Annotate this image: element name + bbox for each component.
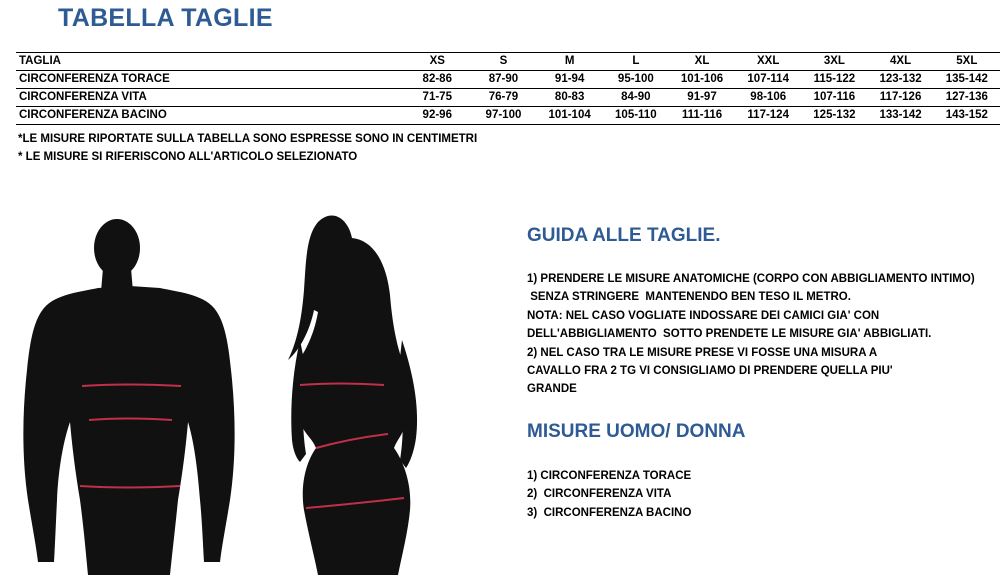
- table-cell: 105-110: [615, 109, 657, 121]
- guide-line: NOTA: NEL CASO VOGLIATE INDOSSARE DEI CAMICI GIA' CON: [527, 309, 880, 322]
- measure-item: 1) CIRCONFERENZA TORACE: [527, 470, 692, 482]
- size-header: S: [499, 55, 508, 67]
- female-silhouette: [288, 215, 417, 575]
- guide-line: CAVALLO FRA 2 TG VI CONSIGLIAMO DI PRENDERE QUELLA PIU': [527, 365, 893, 378]
- table-cell: 76-79: [488, 91, 519, 103]
- note-line: * LE MISURE SI RIFERISCONO ALL'ARTICOLO SELEZIONATO: [18, 151, 358, 163]
- guide-line: DELL'ABBIGLIAMENTO SOTTO PRENDETE LE MISURE GIA' ABBIGLIATI.: [527, 328, 932, 341]
- table-cell: 87-90: [488, 73, 519, 85]
- table-cell: 117-124: [747, 109, 789, 121]
- page-title: TABELLA TAGLIE: [58, 4, 273, 32]
- table-cell: 117-126: [879, 91, 922, 103]
- table-cell: 98-106: [750, 91, 787, 103]
- size-header: XL: [694, 55, 710, 67]
- male-silhouette: [23, 219, 234, 575]
- guide-line: 2) NEL CASO TRA LE MISURE PRESE VI FOSSE UNA MISURA A: [527, 346, 878, 359]
- table-cell: 143-152: [945, 109, 988, 121]
- table-cell: 107-116: [813, 91, 856, 103]
- measures-list: [527, 467, 691, 522]
- table-cell: 107-114: [747, 73, 789, 85]
- table-cell: 135-142: [945, 73, 988, 85]
- guide-line: GRANDE: [527, 383, 577, 396]
- table-cell: 123-132: [879, 73, 922, 85]
- size-table: [16, 52, 1000, 125]
- table-cell: 101-104: [548, 109, 591, 121]
- table-cell: 97-100: [485, 109, 522, 121]
- header-label: TAGLIA: [19, 55, 61, 67]
- size-header: XS: [429, 55, 445, 67]
- size-header: XXL: [757, 55, 780, 67]
- row-label: CIRCONFERENZA BACINO: [19, 109, 167, 121]
- table-cell: 125-132: [813, 109, 856, 121]
- table-header-row: [16, 53, 1000, 71]
- measure-item: 2) CIRCONFERENZA VITA: [527, 488, 672, 501]
- table-row: [16, 71, 1000, 89]
- table-row: [16, 89, 1000, 107]
- table-row: [16, 107, 1000, 125]
- table-cell: 115-122: [813, 73, 856, 85]
- table-cell: 92-96: [422, 109, 452, 121]
- table-cell: 91-94: [554, 73, 585, 85]
- size-header: 5XL: [956, 55, 978, 67]
- size-header: L: [632, 55, 640, 67]
- body-silhouettes: [0, 200, 500, 575]
- note-line: *LE MISURE RIPORTATE SULLA TABELLA SONO ESPRESSE SONO IN CENTIMETRI: [18, 133, 478, 145]
- table-cell: 84-90: [621, 91, 651, 103]
- table-cell: 95-100: [617, 73, 654, 85]
- guide-title: GUIDA ALLE TAGLIE.: [527, 225, 721, 246]
- size-header: M: [564, 55, 575, 67]
- table-notes: [18, 130, 477, 166]
- row-label: CIRCONFERENZA VITA: [19, 91, 147, 103]
- table-cell: 80-83: [554, 91, 585, 103]
- guide-line: SENZA STRINGERE MANTENENDO BEN TESO IL METRO.: [527, 291, 851, 304]
- measure-item: 3) CIRCONFERENZA BACINO: [527, 506, 692, 519]
- table-cell: 111-116: [681, 109, 723, 121]
- table-cell: 101-106: [680, 73, 724, 85]
- size-header: 3XL: [823, 55, 845, 67]
- table-cell: 91-97: [687, 91, 717, 103]
- size-header: 4XL: [890, 55, 912, 67]
- guide-line: 1) PRENDERE LE MISURE ANATOMICHE (CORPO CON ABBIGLIAMENTO INTIMO): [527, 273, 975, 285]
- table-cell: 127-136: [945, 91, 988, 103]
- measures-title: MISURE UOMO/ DONNA: [527, 421, 746, 442]
- guide-instructions: [527, 270, 975, 399]
- row-label: CIRCONFERENZA TORACE: [19, 73, 170, 85]
- table-cell: 133-142: [879, 109, 922, 121]
- table-cell: 82-86: [422, 73, 452, 85]
- table-cell: 71-75: [422, 91, 452, 103]
